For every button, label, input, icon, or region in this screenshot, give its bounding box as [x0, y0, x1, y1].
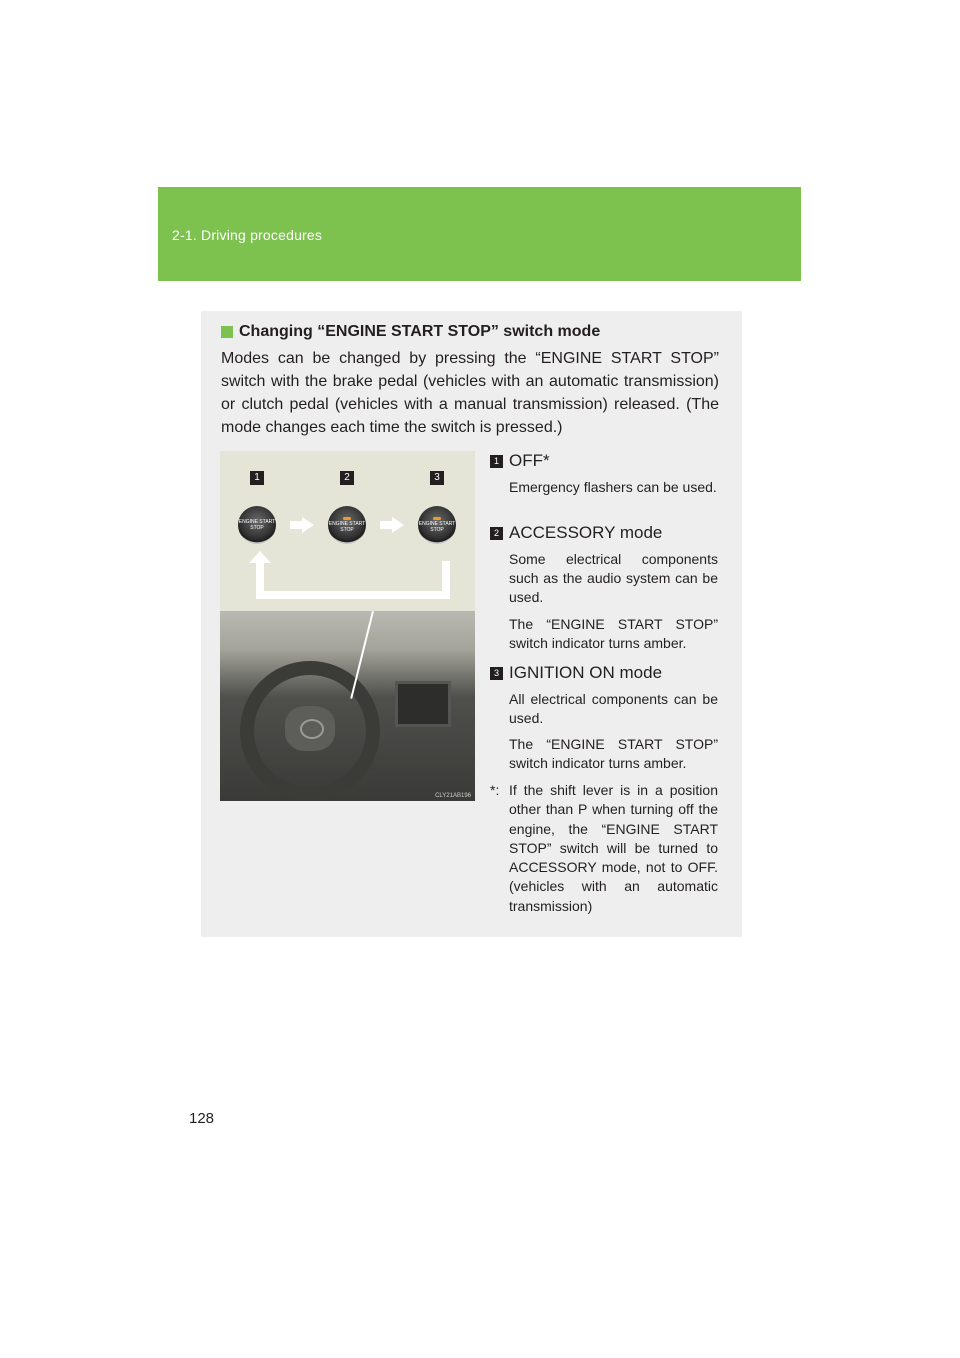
item-number: 3: [490, 667, 503, 680]
footnote: [490, 781, 718, 916]
figure-number-1: 1: [250, 471, 264, 485]
amber-indicator-icon: [343, 517, 351, 520]
button-label: ENGINE START STOP: [238, 519, 276, 531]
section-heading: [221, 323, 600, 341]
amber-indicator-icon: [433, 517, 441, 520]
arrow-shaft: [380, 521, 392, 529]
footnote-text: If the shift lever is in a position other than P when turning off the engine, the “ENGINE START STOP” switch will be turned to ACCESSORY mode, not to OFF. (vehicles with an automatic transmission): [509, 782, 718, 914]
item-description: All electrical components can be used.: [509, 691, 718, 726]
item-title: IGNITION ON mode: [509, 663, 663, 682]
mode-sequence-panel: [220, 451, 475, 612]
figure-code: CLY21AB196: [435, 793, 471, 799]
button-label: ENGINE START STOP: [328, 521, 366, 533]
page-number: 128: [189, 1110, 215, 1127]
engine-button-accessory-icon: [328, 506, 366, 544]
figure-number-2: 2: [340, 471, 354, 485]
button-label: ENGINE START STOP: [418, 521, 456, 533]
item-description: Some electrical components such as the audio system can be used.: [509, 551, 718, 605]
item-number: 2: [490, 527, 503, 540]
arrow-shaft: [290, 521, 302, 529]
figure-number-3: 3: [430, 471, 444, 485]
item-title: ACCESSORY mode: [509, 523, 663, 542]
heading-bullet-icon: [221, 326, 233, 338]
lexus-logo-icon: [300, 719, 324, 739]
content-box: [201, 311, 742, 937]
item-number: 1: [490, 455, 503, 468]
arrow-up-icon: [249, 551, 271, 563]
footnote-mark: *:: [490, 782, 500, 798]
section-header-band: [158, 187, 801, 281]
item-title: OFF*: [509, 451, 550, 470]
dashboard-screen: [395, 681, 451, 727]
arrow-right-icon: [392, 517, 404, 533]
heading-text: Changing “ENGINE START STOP” switch mode: [239, 323, 601, 340]
arrow-right-icon: [302, 517, 314, 533]
return-arrow-path: [256, 561, 450, 599]
intro-paragraph: Modes can be changed by pressing the “ENGINE START STOP” switch with the brake pedal (vehicles with an automatic transmission) or clutch pedal (vehicles with a manual transmission) released. (The mode changes each time the switch is pressed.): [221, 350, 719, 436]
mode-illustration: [220, 451, 475, 801]
item-note: The “ENGINE START STOP” switch indicator turns amber.: [509, 736, 718, 771]
engine-button-off-icon: [238, 506, 276, 544]
engine-button-ignition-icon: [418, 506, 456, 544]
item-description: Emergency flashers can be used.: [509, 479, 717, 495]
section-title: 2-1. Driving procedures: [172, 227, 323, 243]
item-note: The “ENGINE START STOP” switch indicator turns amber.: [509, 616, 718, 651]
